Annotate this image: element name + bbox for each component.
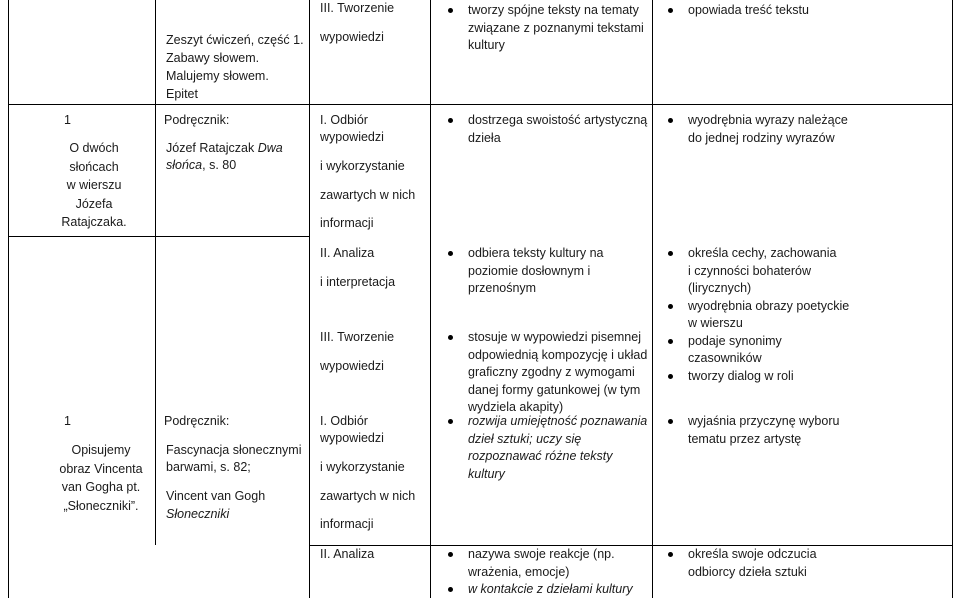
lesson-number: 1 (64, 414, 71, 428)
list-item: rozwija umiejętność poznawania dzieł sztuki; uczy się rozpoznawać różne teksty kultury (442, 413, 647, 483)
goal-list (442, 245, 604, 298)
stage-label: II. Analiza (320, 547, 375, 561)
textbook-reference: Józef Ratajczak Dwa (166, 141, 283, 155)
textbook-reference: słońca, s. 80 (166, 158, 237, 172)
stage-label: i wykorzystanie (320, 460, 405, 474)
stage-label: III. Tworzenie (320, 330, 395, 344)
workbook-reference: Zeszyt ćwiczeń, część 1. Zabawy słowem. Malujemy słowem. Epitet (166, 33, 304, 101)
table-divider (430, 0, 431, 598)
textbook-reference: barwami, s. 82; (166, 460, 251, 474)
goal-list (442, 413, 647, 483)
lesson-number: 1 (64, 113, 71, 127)
list-item: odbiera teksty kultury na poziomie dosłownym i przenośnym (442, 245, 604, 298)
outcome-list (662, 413, 839, 448)
table-row-divider (8, 236, 309, 237)
goal-list (442, 112, 647, 147)
list-item: określa swoje odczucia odbiorcy dzieła sztuki (662, 546, 817, 581)
table-row-divider (8, 104, 953, 105)
list-item: stosuje w wypowiedzi pisemnej odpowiednią kompozycję i układ graficzny zgodny z wymogami danej formy gatunkowej (w tym wydziela akapity) (442, 329, 647, 417)
stage-label: wypowiedzi (320, 30, 384, 44)
outcome-list (662, 245, 849, 385)
stage-label: III. Tworzenie (320, 1, 395, 15)
goal-list (442, 2, 644, 55)
stage-label: zawartych w nich (320, 489, 416, 503)
lesson-topic: O dwóch słońcach w wierszu Józefa Ratajczaka. (61, 141, 127, 229)
list-item: dostrzega swoistość artystyczną dzieła (442, 112, 647, 147)
outcome-list (662, 546, 817, 581)
stage-label: i wykorzystanie (320, 159, 405, 173)
stage-label: zawartych w nich (320, 188, 416, 202)
textbook-reference: Fascynacja słonecznymi (166, 443, 302, 457)
list-item: tworzy dialog w roli (662, 368, 849, 386)
table-border-left (8, 0, 9, 598)
list-item: opowiada treść tekstu (662, 2, 809, 20)
lesson-topic: Opisujemy obraz Vincenta van Gogha pt. „Słoneczniki”. (59, 443, 143, 513)
stage-label: wypowiedzi (320, 130, 384, 144)
textbook-label: Podręcznik: (164, 414, 230, 428)
stage-label: wypowiedzi (320, 431, 384, 445)
stage-label: informacji (320, 517, 374, 531)
painting-title: Słoneczniki (166, 507, 230, 521)
goal-list (442, 329, 647, 417)
goal-list (442, 546, 633, 599)
list-item: nazywa swoje reakcje (np. wrażenia, emocje) (442, 546, 633, 581)
painting-author: Vincent van Gogh (166, 489, 266, 503)
stage-label: I. Odbiór (320, 414, 368, 428)
list-item: w kontakcie z dziełami kultury (442, 581, 633, 599)
stage-label: wypowiedzi (320, 359, 384, 373)
outcome-list (662, 112, 848, 147)
outcome-list (662, 2, 809, 20)
list-item: wyjaśnia przyczynę wyboru tematu przez artystę (662, 413, 839, 448)
stage-label: II. Analiza (320, 246, 375, 260)
table-border-right (952, 0, 953, 598)
list-item: wyodrębnia obrazy poetyckie w wierszu (662, 298, 849, 333)
list-item: wyodrębnia wyrazy należące do jednej rodziny wyrazów (662, 112, 848, 147)
table-divider (309, 0, 310, 598)
list-item: podaje synonimy czasowników (662, 333, 849, 368)
list-item: tworzy spójne teksty na tematy związane z poznanymi tekstami kultury (442, 2, 644, 55)
stage-label: I. Odbiór (320, 113, 368, 127)
stage-label: i interpretacja (320, 275, 396, 289)
table-divider (155, 0, 156, 545)
table-divider (652, 0, 653, 598)
list-item: określa cechy, zachowania i czynności bohaterów (lirycznych) (662, 245, 849, 298)
textbook-label: Podręcznik: (164, 113, 230, 127)
stage-label: informacji (320, 216, 374, 230)
